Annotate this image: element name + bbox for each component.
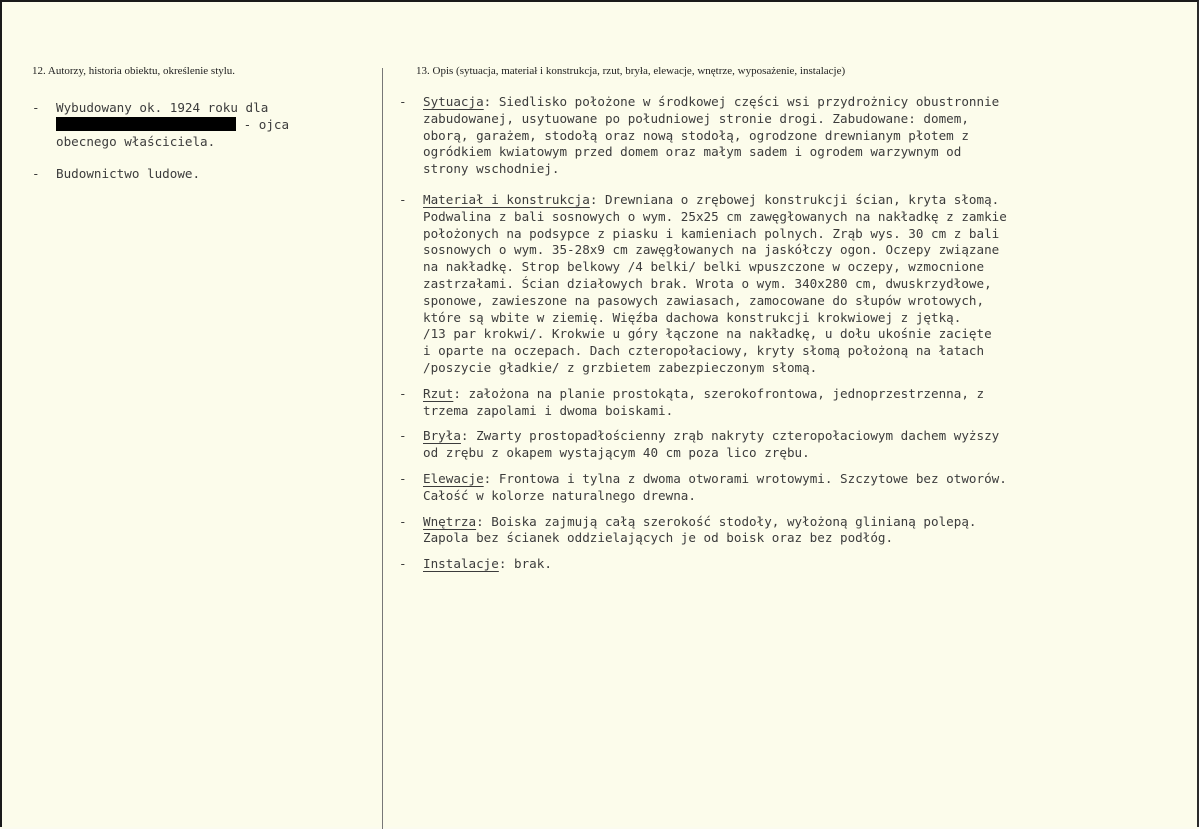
text-line: : Siedlisko położone w środkowej części wsi przydrożnicy obustronnie [483,94,1000,109]
text-line: od zrębu z okapem wystającym 40 cm poza lico zrębu. [423,445,810,461]
section-label: Materiał i konstrukcja [423,191,590,207]
list-dash: - [32,166,40,182]
text-line: : założona na planie prostokąta, szerokofrontowa, jednoprzestrzenna, z [453,385,985,401]
text-line: na nakładkę. Strop belkowy /4 belki/ belki wpuszczone w oczepy, wzmocnione [423,259,985,275]
redaction-bar [56,117,236,131]
section-13-header: 13. Opis (sytuacja, materiał i konstrukcja, rzut, bryła, elewacje, wnętrze, wyposażenie, instalacje) [416,65,846,77]
section-label: Elewacje [423,470,484,486]
section-wnetrza [399,514,1199,548]
section-label: Instalacje [423,556,499,572]
section-label: Rzut [423,385,454,401]
section-label: Sytuacja [423,94,484,109]
section-elewacje [399,471,1199,505]
list-item-style [32,166,377,183]
text-line: : Drewniana o zrębowej konstrukcji ścian, kryta słomą. [589,191,1000,207]
text-line: położonych na podsypce z piasku i kamieniach polnych. Zrąb wys. 30 cm z bali [423,225,1000,241]
list-dash: - [399,191,407,207]
text-line: i oparte na oczepach. Dach czteropołaciowy, kryty słomą położoną na łatach [423,343,985,359]
text-line: Zapola bez ścianek oddzielających je od boisk oraz bez podłóg. [423,530,894,546]
text-line: obecnego właściciela. [56,133,216,149]
text-line: zabudowanej, usytuowane po południowej stronie drogi. Zabudowane: domem, [423,110,969,126]
text-line: zastrzałami. Ścian działowych brak. Wrota o wym. 340x280 cm, dwuskrzydłowe, [423,275,992,291]
text-line: strony wschodniej. [423,161,560,177]
section-material-konstrukcja [399,192,1199,377]
text-line: : Frontowa i tylna z dwoma otworami wrotowymi. Szczytowe bez otworów. [483,470,1007,486]
text-line: oborą, garażem, stodołą oraz nową stodołą, ogrodzone drewnianym płotem z [423,127,969,143]
text-line: trzema zapolami i dwoma boiskami. [423,402,674,418]
section-sytuacja [399,94,1199,178]
column-divider [382,68,383,829]
text-line: - ojca [243,116,290,132]
text-line: : Zwarty prostopadłościenny zrąb nakryty czteropołaciowym dachem wyższy [460,428,1000,444]
list-dash: - [399,94,407,109]
section-instalacje [399,556,1199,573]
section-label: Wnętrza [423,513,477,529]
text-line: : brak. [498,556,552,572]
text-line: /13 par krokwi/. Krokwie u góry łączone na nakładkę, u dołu ukośnie zacięte [423,326,992,342]
section-bryla [399,428,1199,462]
text-line: ogródkiem kwiatowym przed domem oraz małym sadem i ogrodem warzywnym od [423,144,962,160]
text-line: które są wbite w ziemię. Więźba dachowa konstrukcji krokwiowej z jętką. [423,309,962,325]
section-label: Bryła [423,428,461,444]
section-rzut [399,386,1199,420]
text-line: Podwalina z bali sosnowych o wym. 25x25 cm zawęgłowanych na nakładkę z zamkie [423,208,1007,224]
text-line: Wybudowany ok. 1924 roku dla [56,100,269,115]
list-dash: - [399,513,407,529]
list-dash: - [32,100,40,115]
list-item-built [32,100,377,150]
text-line: /poszycie gładkie/ z grzbietem zabezpieczonym słomą. [423,359,818,375]
section-12-header: 12. Autorzy, historia obiektu, określenie stylu. [32,65,236,77]
list-dash: - [399,428,407,444]
authors-history-column [32,100,377,183]
text-line: sosnowych o wym. 35-28x9 cm zawęgłowanych na jaskółczy ogon. Oczepy związane [423,242,1000,258]
text-line: Budownictwo ludowe. [56,166,201,182]
list-dash: - [399,470,407,486]
text-line: : Boiska zajmują całą szerokość stodoły, wyłożoną glinianą polepą. [476,513,977,529]
description-column [399,94,1199,573]
list-dash: - [399,385,407,401]
text-line: Całość w kolorze naturalnego drewna. [423,487,696,503]
list-dash: - [399,556,407,572]
text-line: sponowe, zawieszone na pasowych zawiasach, zamocowane do słupów wrotowych, [423,292,985,308]
